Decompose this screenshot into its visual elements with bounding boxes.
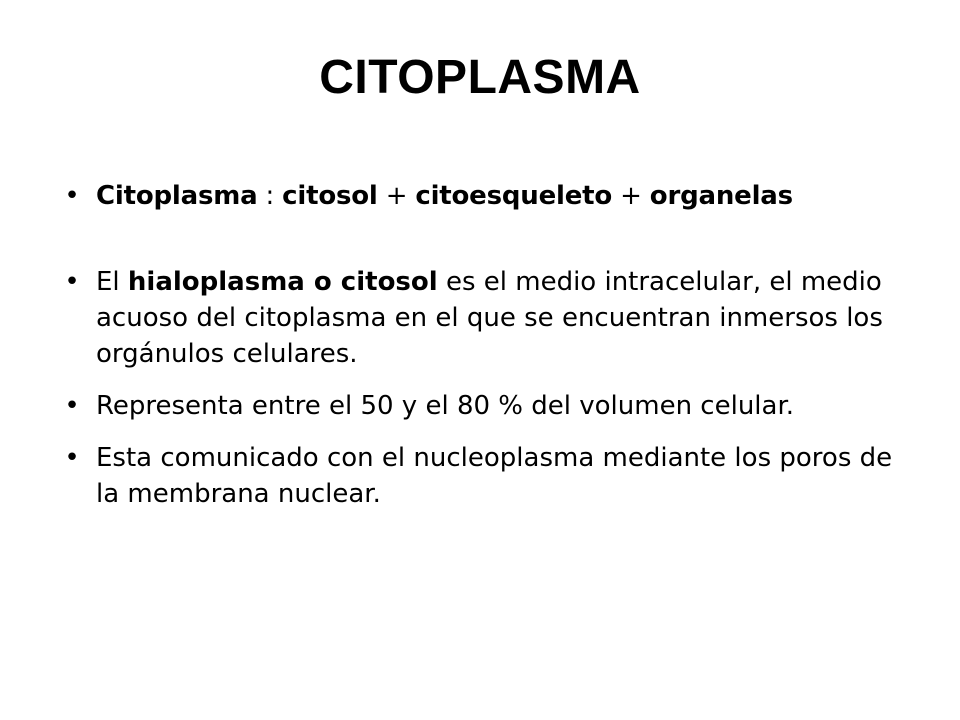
term-organelas: organelas <box>649 181 793 211</box>
slide-title: CITOPLASMA <box>319 51 641 104</box>
term-citoesqueleto: citoesqueleto <box>415 181 613 211</box>
term-citoplasma: Citoplasma <box>96 181 258 211</box>
separator-colon: : <box>257 181 283 211</box>
term-hialoplasma: hialoplasma o citosol <box>127 267 438 297</box>
bullet-item-hialoplasma <box>60 264 910 372</box>
plus-sign: + <box>377 181 416 211</box>
bullet-item-volume <box>60 388 910 424</box>
plus-sign: + <box>612 181 650 211</box>
bullet-text: Esta comunicado con el nucleoplasma mediante los poros de la membrana nuclear. <box>96 443 893 509</box>
term-citosol: citosol <box>282 181 378 211</box>
bullet-text: El <box>96 267 128 297</box>
bullet-dot-icon: • <box>64 267 80 297</box>
bullet-text: Representa entre el 50 y el 80 % del volumen celular. <box>96 391 795 421</box>
bullet-dot-icon: • <box>64 391 80 421</box>
bullet-list <box>60 178 910 512</box>
bullet-dot-icon: • <box>64 181 80 211</box>
bullet-item-nucleoplasma <box>60 440 910 512</box>
bullet-text: es el medio intracelular, el medio acuoso del citoplasma en el que se encuentran inmersos los orgánulos celulares. <box>96 267 883 369</box>
bullet-dot-icon: • <box>64 443 80 473</box>
bullet-item-cytoplasm-definition <box>60 178 910 214</box>
